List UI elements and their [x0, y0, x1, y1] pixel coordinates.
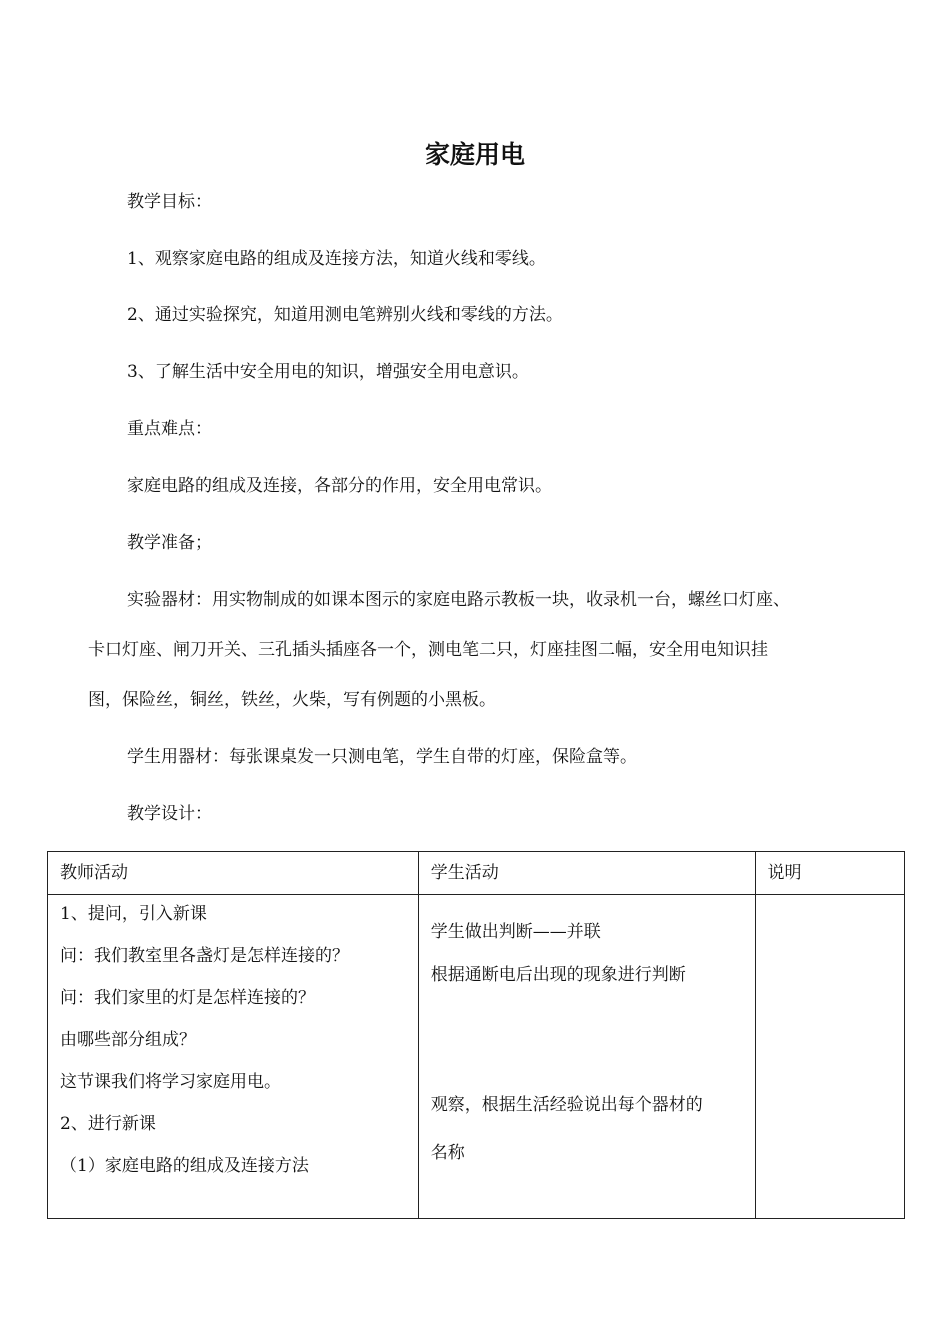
student-equipment-text: 学生用器材：每张课桌发一只测电笔，学生自带的灯座，保险盒等。 [127, 747, 637, 767]
notes-cell [755, 895, 904, 1219]
student-activity-cell [418, 895, 755, 1219]
teacher-line: 2、进行新课 [60, 1114, 156, 1134]
header-notes: 说明 [755, 852, 904, 895]
teacher-line: 这节课我们将学习家庭用电。 [60, 1072, 281, 1092]
student-line: 学生做出判断——并联 [430, 922, 601, 942]
section-heading-key-points: 重点难点： [127, 419, 212, 439]
equipment-text-line: 图，保险丝，铜丝，铁丝，火柴，写有例题的小黑板。 [88, 690, 496, 710]
student-line: 根据通断电后出现的现象进行判断 [430, 965, 686, 985]
key-points-text: 家庭电路的组成及连接，各部分的作用，安全用电常识。 [127, 476, 552, 496]
objective-item: 2、通过实验探究，知道用测电笔辨别火线和零线的方法。 [127, 305, 563, 325]
table-row [48, 895, 905, 1219]
student-line: 名称 [430, 1143, 465, 1163]
teaching-design-table [47, 851, 905, 1219]
teacher-line: 1、提问，引入新课 [60, 904, 207, 924]
header-teacher-activity: 教师活动 [48, 852, 419, 895]
objective-item: 3、了解生活中安全用电的知识，增强安全用电意识。 [127, 362, 529, 382]
equipment-text-line: 卡口灯座、闸刀开关、三孔插头插座各一个，测电笔二只，灯座挂图二幅，安全用电知识挂 [88, 640, 768, 660]
header-student-activity: 学生活动 [418, 852, 755, 895]
teacher-line: 由哪些部分组成？ [60, 1030, 196, 1050]
teacher-line: （1）家庭电路的组成及连接方法 [60, 1156, 309, 1176]
table-header-row [48, 852, 905, 895]
teacher-line: 问：我们家里的灯是怎样连接的？ [60, 988, 315, 1008]
objective-item: 1、观察家庭电路的组成及连接方法，知道火线和零线。 [127, 249, 546, 269]
section-heading-objectives: 教学目标： [127, 192, 212, 212]
section-heading-design: 教学设计： [127, 804, 212, 824]
section-heading-preparation: 教学准备； [127, 533, 212, 553]
equipment-text-line: 实验器材：用实物制成的如课本图示的家庭电路示教板一块，收录机一台，螺丝口灯座、 [127, 590, 790, 610]
teacher-line: 问：我们教室里各盏灯是怎样连接的？ [60, 946, 349, 966]
page-title: 家庭用电 [424, 140, 525, 169]
student-line: 观察，根据生活经验说出每个器材的 [430, 1095, 703, 1115]
teacher-activity-cell [48, 895, 419, 1219]
